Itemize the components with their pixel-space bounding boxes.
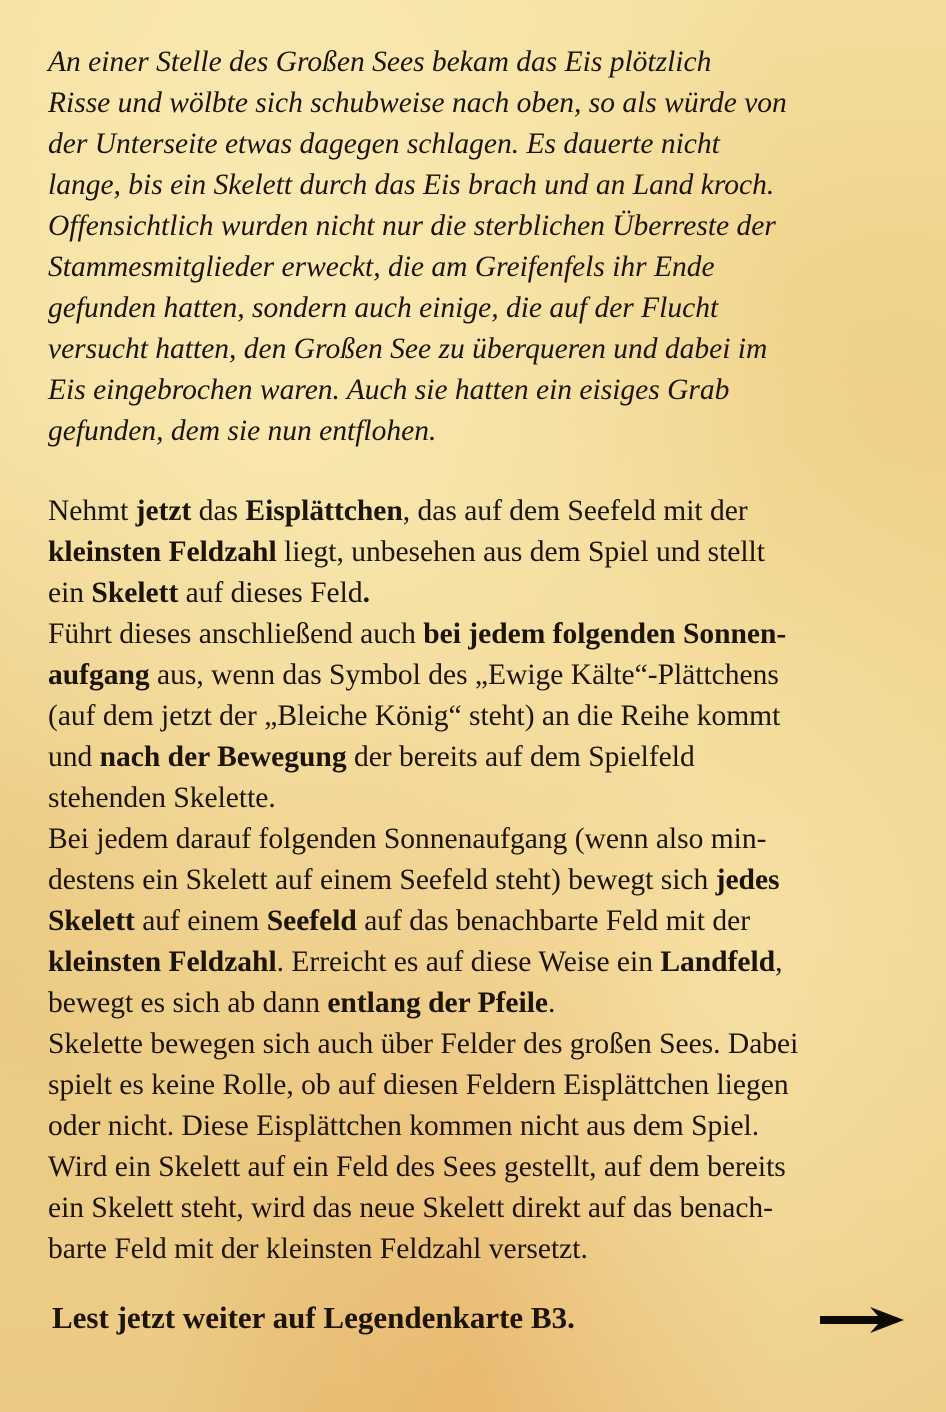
text: Nehmt [48, 495, 136, 527]
rules-line [48, 737, 928, 778]
text: auf einem [134, 905, 267, 937]
rules-text [48, 491, 928, 1270]
bold-text: Eisplättchen [245, 495, 403, 527]
rules-line: (auf dem jetzt der „Bleiche König“ steht) an die Reihe kommt [48, 700, 781, 732]
bold-text: jetzt [135, 495, 192, 527]
story-line: Eis eingebrochen waren. Auch sie hatten ein eisiges Grab [48, 374, 730, 406]
rules-line: spielt es keine Rolle, ob auf diesen Feldern Eisplättchen liegen [48, 1069, 789, 1101]
rules-line [48, 532, 928, 573]
text: Führt dieses anschließend auch [48, 618, 424, 650]
rules-line [48, 573, 928, 614]
text: ein [48, 577, 92, 609]
bold-text: bei jedem folgenden Sonnen- [423, 618, 787, 650]
story-text [48, 42, 918, 452]
bold-text: Seefeld [266, 905, 357, 937]
rules-line: Bei jedem darauf folgenden Sonnenaufgang (wenn also min- [48, 823, 767, 855]
text: auf das benachbarte Feld mit der [356, 905, 751, 937]
story-line: An einer Stelle des Großen Sees bekam das Eis plötzlich [48, 46, 712, 78]
rules-line: barte Feld mit der kleinsten Feldzahl versetzt. [48, 1233, 588, 1265]
text: der bereits auf dem Spielfeld [346, 741, 695, 773]
text: auf dieses Feld [178, 577, 363, 609]
bold-text: entlang der Pfeile [327, 987, 549, 1019]
text: bewegt es sich ab dann [48, 987, 328, 1019]
text: und [48, 741, 100, 773]
text: , [775, 946, 783, 978]
rules-line: stehenden Skelette. [48, 782, 276, 814]
rules-line [48, 491, 928, 532]
story-line: Stammesmitglieder erweckt, die am Greifenfels ihr Ende [48, 251, 715, 283]
rules-line: Wird ein Skelett auf ein Feld des Sees gestellt, auf dem bereits [48, 1151, 786, 1183]
bold-text: kleinsten Feldzahl [48, 536, 277, 568]
text: . Erreicht es auf diese Weise ein [276, 946, 661, 978]
bold-text: aufgang [48, 659, 150, 691]
text: liegt, unbesehen aus dem Spiel und stellt [276, 536, 765, 568]
rules-line [48, 860, 928, 901]
text: destens ein Skelett auf einem Seefeld steht) bewegt sich [48, 864, 716, 896]
text: , das auf dem Seefeld mit der [402, 495, 748, 527]
story-line: Risse und wölbte sich schubweise nach oben, so als würde von [48, 87, 787, 119]
bold-text: . [362, 577, 370, 609]
bold-text: Skelett [48, 905, 135, 937]
text: . [548, 987, 556, 1019]
rules-line [48, 901, 928, 942]
story-line: gefunden, dem sie nun entflohen. [48, 415, 437, 447]
bold-text: kleinsten Feldzahl [48, 946, 277, 978]
bold-text: nach der Bewegung [99, 741, 347, 773]
rules-line: ein Skelett steht, wird das neue Skelett direkt auf das benach- [48, 1192, 773, 1224]
story-line: der Unterseite etwas dagegen schlagen. Es dauerte nicht [48, 128, 720, 160]
rules-line: oder nicht. Diese Eisplättchen kommen nicht aus dem Spiel. [48, 1110, 760, 1142]
text: aus, wenn das Symbol des „Ewige Kälte“-Plättchens [149, 659, 779, 691]
story-line: versucht hatten, den Großen See zu überqueren und dabei im [48, 333, 768, 365]
bold-text: jedes [715, 864, 780, 896]
rules-line [48, 983, 928, 1024]
bold-text: Landfeld [660, 946, 776, 978]
story-line: lange, bis ein Skelett durch das Eis brach und an Land kroch. [48, 169, 775, 201]
rules-line [48, 942, 928, 983]
right-arrow-icon [818, 1305, 906, 1335]
continue-instruction: Lest jetzt weiter auf Legendenkarte B3. [52, 1300, 575, 1335]
story-line: Offensichtlich wurden nicht nur die sterblichen Überreste der [48, 210, 776, 242]
bold-text: Skelett [91, 577, 179, 609]
rules-line [48, 614, 928, 655]
rules-line [48, 655, 928, 696]
text: das [191, 495, 246, 527]
story-line: gefunden hatten, sondern auch einige, die auf der Flucht [48, 292, 719, 324]
rules-line: Skelette bewegen sich auch über Felder des großen Sees. Dabei [48, 1028, 799, 1060]
